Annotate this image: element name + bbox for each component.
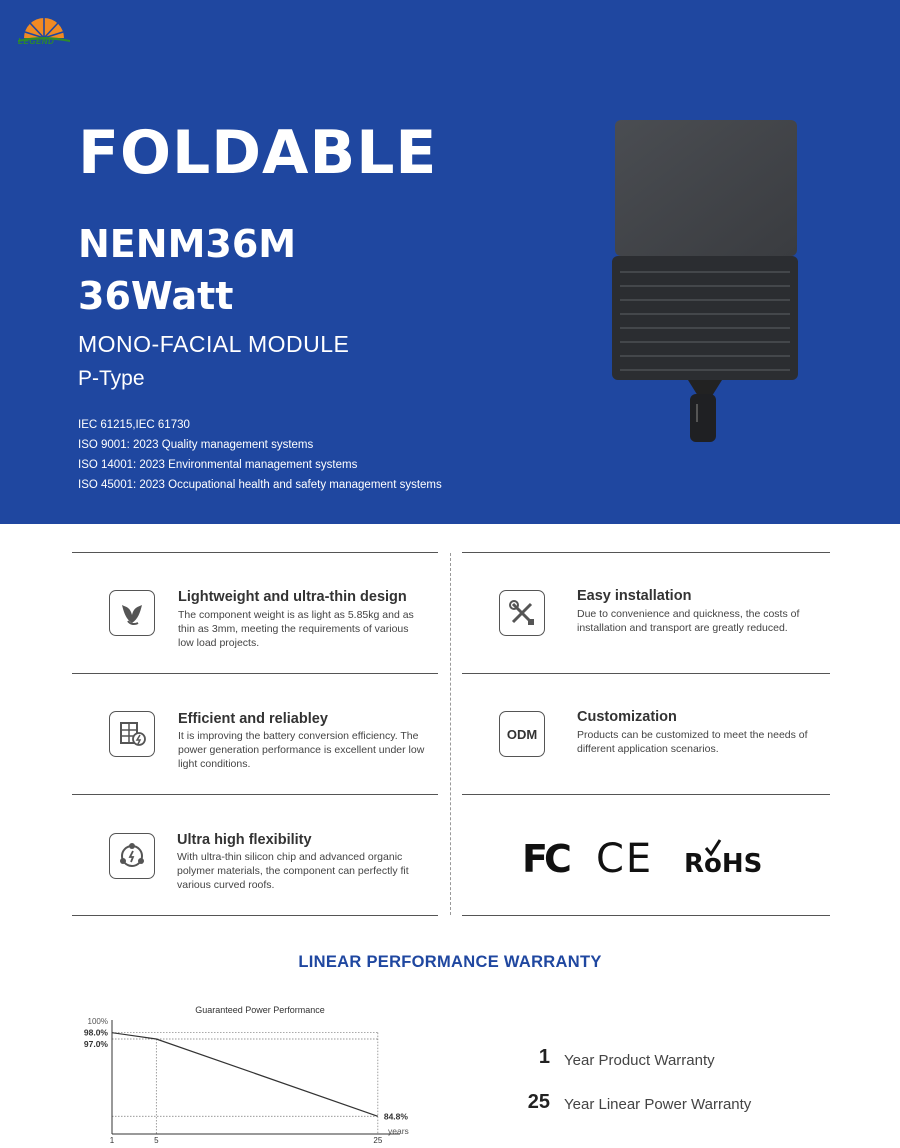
feature-title: Efficient and reliabley <box>178 711 328 727</box>
logo-text: LEGEND <box>18 37 55 46</box>
solar-panel-product-image <box>612 120 800 446</box>
y-label-98: 98.0% <box>83 1027 108 1038</box>
y-label-100: 100% <box>87 1017 108 1026</box>
x-tick-label: 1 <box>109 1136 115 1145</box>
warranty-years: 1 <box>538 1046 550 1068</box>
x-axis-label: years <box>388 1126 409 1136</box>
feature-title: Ultra high flexibility <box>177 832 312 848</box>
power-warranty-chart <box>60 1000 430 1148</box>
feature-description: The component weight is as light as 5.85kg and as thin as 3mm, meeting the requirements of various low load projects. <box>178 609 414 649</box>
divider <box>72 673 438 674</box>
cert-item: ISO 45001: 2023 Occupational health and safety management systems <box>78 479 442 491</box>
hero-banner <box>0 0 900 524</box>
warranty-section-title: LINEAR PERFORMANCE WARRANTY <box>298 953 602 971</box>
odm-icon-label: ODM <box>506 726 538 742</box>
solar-panel-icon <box>109 711 155 757</box>
x-tick-label: 5 <box>154 1136 159 1145</box>
dashed-divider <box>450 553 451 915</box>
cert-item: ISO 14001: 2023 Environmental management systems <box>78 459 358 471</box>
tools-icon <box>499 590 545 636</box>
feature-description: It is improving the battery conversion efficiency. The power generation performance is excellent under low light conditions. <box>178 730 425 770</box>
cert-item: IEC 61215,IEC 61730 <box>78 419 190 431</box>
divider <box>72 915 438 916</box>
feature-description: Due to convenience and quickness, the costs of installation and transport are greatly reduced. <box>577 608 800 634</box>
page-title: FOLDABLE <box>78 118 438 188</box>
feather-icon <box>109 590 155 636</box>
cert-item: ISO 9001: 2023 Quality management systems <box>78 439 314 451</box>
divider <box>462 794 830 795</box>
certification-logos <box>520 836 780 880</box>
feature-description: With ultra-thin silicon chip and advanced organic polymer materials, the component can perfectly fit various curved roofs. <box>177 851 409 891</box>
divider <box>462 915 830 916</box>
x-tick-label: 25 <box>373 1136 383 1145</box>
feature-title: Easy installation <box>577 588 692 604</box>
flex-icon <box>109 833 155 879</box>
warranty-label: Year Linear Power Warranty <box>564 1096 752 1113</box>
feature-title: Lightweight and ultra-thin design <box>178 589 407 605</box>
divider <box>72 552 438 553</box>
divider <box>462 552 830 553</box>
module-type: MONO-FACIAL MODULE <box>78 331 350 357</box>
warranty-label: Year Product Warranty <box>564 1052 715 1069</box>
y-label-97: 97.0% <box>83 1039 108 1049</box>
divider <box>72 794 438 795</box>
end-value-label: 84.8% <box>383 1111 408 1122</box>
chart-title: Guaranteed Power Performance <box>195 1005 325 1015</box>
certification-list <box>78 415 442 495</box>
power-rating: 36Watt <box>78 274 234 318</box>
fc-logo: FC <box>522 837 568 880</box>
rohs-logo: RoHS <box>684 849 763 879</box>
odm-icon <box>499 711 545 757</box>
divider <box>462 673 830 674</box>
warranty-years: 25 <box>527 1091 550 1113</box>
ce-logo: CE <box>596 836 654 880</box>
model-number: NENM36M <box>78 222 297 266</box>
feature-title: Customization <box>577 709 677 725</box>
cell-type: P-Type <box>78 367 145 390</box>
warranty-series-line <box>112 1033 378 1117</box>
feature-description: Products can be customized to meet the needs of different application scenarios. <box>577 729 808 755</box>
